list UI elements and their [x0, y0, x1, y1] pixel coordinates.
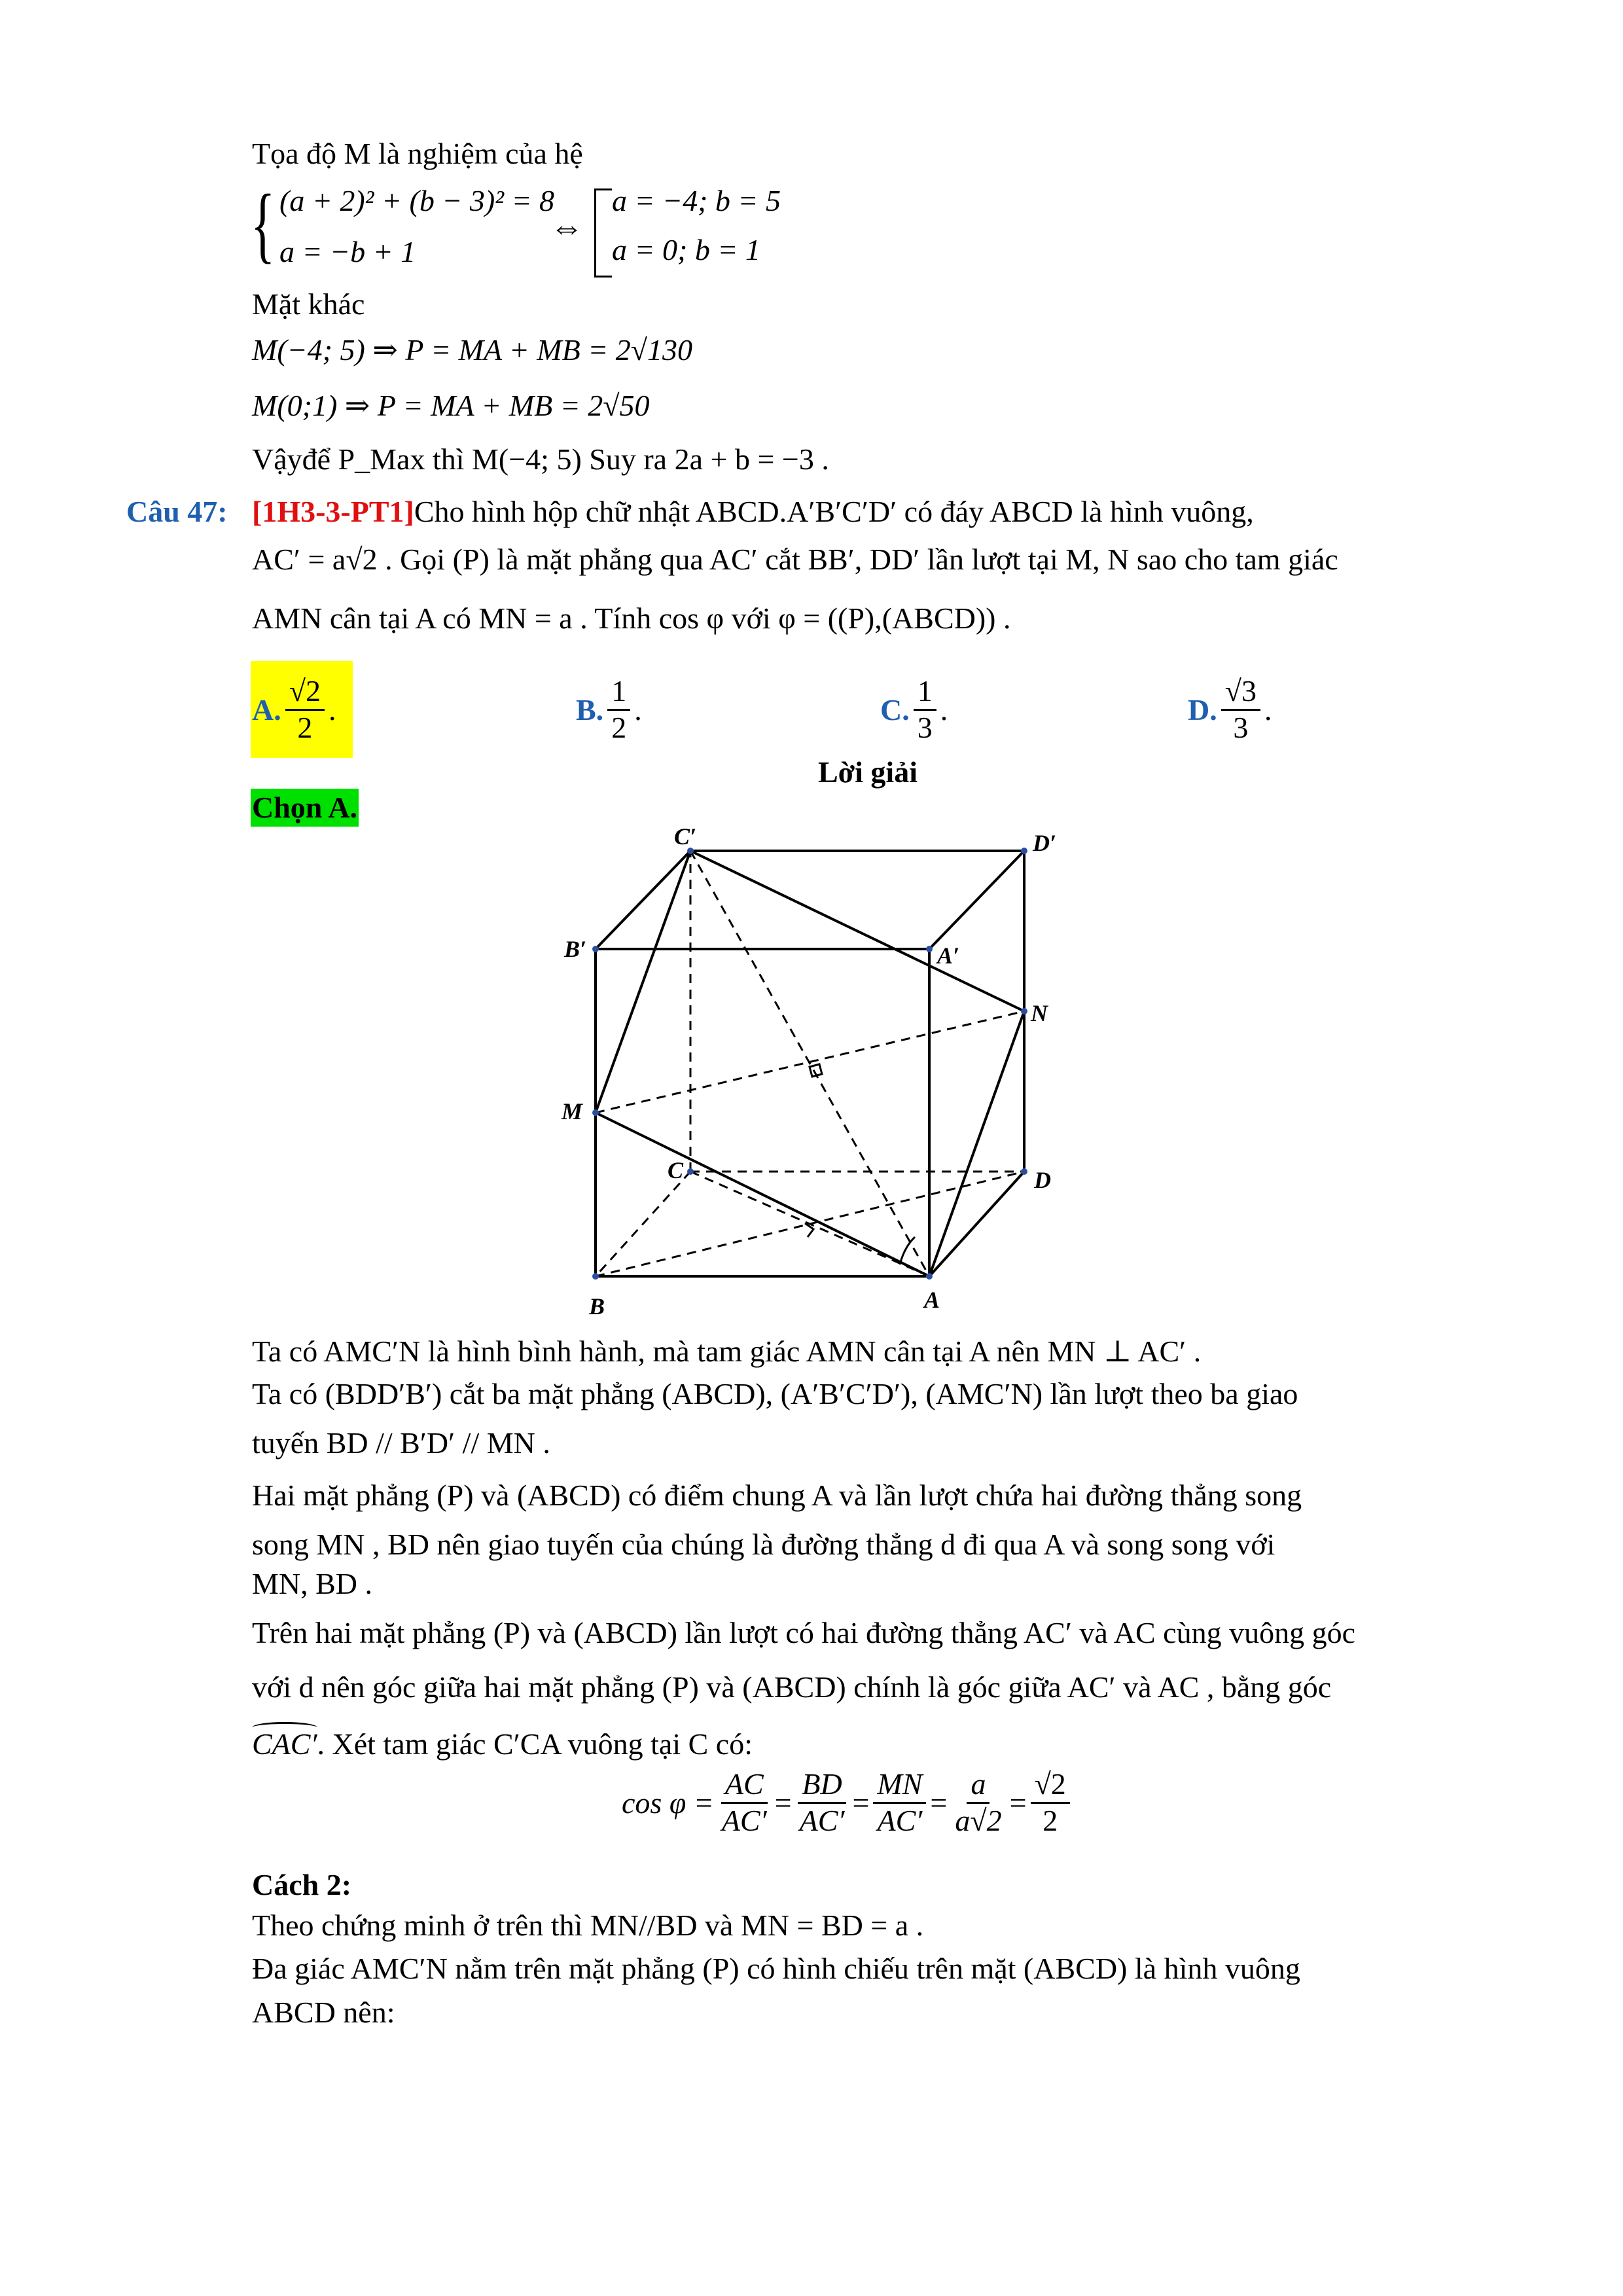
system-eq1: (a + 2)² + (b − 3)² = 8 — [279, 184, 555, 217]
angle-arc — [900, 1237, 915, 1265]
system-of-equations — [251, 177, 591, 281]
point-c — [687, 1168, 694, 1175]
eq-frac-3: $\frac{MN}{AC'}$ — [873, 1767, 926, 1839]
edge-cprime-n — [690, 851, 1024, 1011]
cach2-heading: Cách 2: — [252, 1868, 352, 1901]
equivalence-arrow: ⇔ — [550, 209, 584, 246]
question-number: Câu 47: — [126, 495, 228, 528]
eq-frac-2: $\frac{BD}{AC'}$ — [796, 1767, 849, 1839]
edge-cprime-m — [596, 851, 690, 1113]
label-cprime: C′ — [674, 823, 697, 850]
solution-p3c: MN, BD . — [252, 1567, 373, 1600]
label-a: A — [924, 1287, 940, 1313]
edge-aprime-dprime — [929, 851, 1024, 949]
point-a — [926, 1273, 933, 1280]
option-b[interactable]: B. $\frac{1}{2}$ . — [576, 673, 642, 744]
question-tag: [1H3-3-PT1] — [252, 495, 414, 528]
system-sol2: a = 0; b = 1 — [612, 233, 760, 266]
solution-p3a: Hai mặt phẳng (P) và (ABCD) có điểm chung A và lần lượt chứa hai đường thẳng song — [252, 1479, 1302, 1512]
option-d-fraction: $\frac{√3}{3}$ — [1221, 674, 1260, 745]
right-angle-mark-1 — [810, 1064, 822, 1077]
edge-a-n — [929, 1011, 1024, 1276]
box-diagram — [537, 818, 1099, 1329]
eq-frac-4: $\frac{a}{a√2}$ — [955, 1767, 1002, 1837]
label-m: M — [562, 1098, 583, 1124]
solution-p1: Ta có AMC′N là hình bình hành, mà tam giác AMN cân tại A nên MN ⊥ AC′ . — [252, 1335, 1202, 1368]
chosen-answer: Chọn A. — [251, 789, 359, 827]
label-aprime: A′ — [937, 942, 960, 969]
option-a-fraction: $\frac{√2}{2}$ — [285, 674, 325, 745]
system-sol1: a = −4; b = 5 — [612, 184, 781, 217]
option-c[interactable]: C. $\frac{1}{3}$ . — [880, 673, 948, 744]
option-b-label: B. — [576, 692, 604, 726]
option-c-label: C. — [880, 692, 910, 726]
label-b: B — [589, 1293, 605, 1319]
solution-p4c-rest: . Xét tam giác C′CA vuông tại C có: — [317, 1727, 753, 1761]
option-d-label: D. — [1188, 692, 1217, 726]
edge-a-d — [929, 1172, 1024, 1276]
system-eq2: a = −b + 1 — [279, 235, 416, 268]
option-a-label: A. — [252, 692, 281, 726]
point-aprime — [926, 946, 933, 952]
angle-cac: CAC′ — [252, 1725, 317, 1764]
solution-bracket — [594, 188, 612, 278]
m1-line: M(−4; 5) ⇒ P = MA + MB = 2√130 — [252, 333, 692, 367]
solution-p4c — [252, 1725, 753, 1764]
question-line1 — [252, 492, 1254, 531]
eq-frac-5: $\frac{√2}{2}$ — [1031, 1767, 1070, 1839]
label-n: N — [1031, 1000, 1048, 1026]
system-brace: { — [251, 177, 276, 272]
question-line3: AMN cân tại A có MN = a . Tính cos φ với φ = ((P),(ABCD)) . — [252, 601, 1011, 635]
solution-p4a: Trên hai mặt phẳng (P) và (ABCD) lần lượt có hai đường thẳng AC′ và AC cùng vuông góc — [252, 1616, 1356, 1649]
label-d: D — [1034, 1167, 1051, 1193]
point-b — [592, 1273, 599, 1280]
eq-frac-1: $\frac{AC}{AC'}$ — [721, 1767, 767, 1837]
hidden-edge-c-b — [596, 1172, 690, 1276]
edge-m-a — [596, 1113, 929, 1276]
m2-line: M(0;1) ⇒ P = MA + MB = 2√50 — [252, 389, 650, 422]
option-b-fraction: $\frac{1}{2}$ — [607, 674, 630, 745]
cach2-line3: ABCD nên: — [252, 1996, 395, 2029]
mat-khac: Mặt khác — [252, 287, 365, 321]
edge-bprime-cprime — [596, 851, 690, 949]
label-c: C — [668, 1157, 684, 1183]
point-m — [592, 1109, 599, 1116]
solution-title: Lời giải — [818, 755, 918, 789]
question-line2: AC′ = a√2 . Gọi (P) là mặt phẳng qua AC′ cắt BB′, DD′ lần lượt tại M, N sao cho tam giác — [252, 543, 1338, 576]
option-c-fraction: $\frac{1}{3}$ — [914, 674, 936, 745]
option-d[interactable]: D. $\frac{√3}{3}$ . — [1188, 673, 1272, 744]
solution-p2b: tuyến BD // B′D′ // MN . — [252, 1426, 550, 1460]
solution-p3b: song MN , BD nên giao tuyến của chúng là đường thẳng d đi qua A và song song với — [252, 1528, 1275, 1561]
intro-conclusion: Vậyđể P_Max thì M(−4; 5) Suy ra 2a + b = −3 . — [252, 442, 829, 476]
intro-line1: Tọa độ M là nghiệm của hệ — [252, 137, 583, 170]
label-dprime: D′ — [1033, 830, 1057, 856]
point-d — [1021, 1168, 1027, 1175]
cos-equation: cos φ = $\frac{AC}{AC'}$ = $\frac{BD}{AC'}$ = $\frac{MN}{AC'}$ = $\frac{a}{a√2}$ = $\frac{√2}{2}$ — [622, 1767, 1074, 1839]
point-bprime — [592, 946, 599, 952]
option-a[interactable]: A. $\frac{√2}{2}$ . — [251, 661, 353, 758]
solution-p2a: Ta có (BDD′B′) cắt ba mặt phẳng (ABCD), (A′B′C′D′), (AMC′N) lần lượt theo ba giao — [252, 1377, 1298, 1410]
hidden-edge-cprime-a — [690, 851, 929, 1276]
cach2-line2: Đa giác AMC′N nằm trên mặt phẳng (P) có hình chiếu trên mặt (ABCD) là hình vuông — [252, 1952, 1300, 1985]
label-bprime: B′ — [564, 936, 587, 962]
eq-lhs: cos φ = — [622, 1785, 714, 1820]
point-dprime — [1021, 848, 1027, 854]
solution-p4b: với d nên góc giữa hai mặt phẳng (P) và (ABCD) chính là góc giữa AC′ và AC , bằng góc — [252, 1670, 1332, 1704]
hidden-edge-m-n — [596, 1011, 1024, 1113]
question-text1: Cho hình hộp chữ nhật ABCD.A′B′C′D′ có đáy ABCD là hình vuông, — [414, 495, 1254, 528]
cach2-line1: Theo chứng minh ở trên thì MN//BD và MN = BD = a . — [252, 1909, 924, 1942]
point-n — [1021, 1008, 1027, 1014]
